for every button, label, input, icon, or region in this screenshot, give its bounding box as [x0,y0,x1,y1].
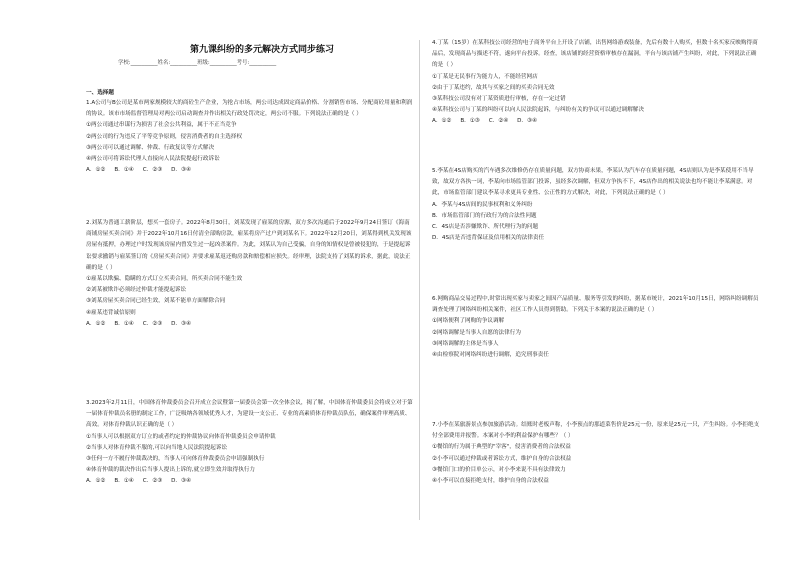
question-7 [432,420,760,487]
question-stem: 7.小李在某旅游景点参加旅游活动。结账时老板声称，小李预点的那道菜售价是25元一份，原来是25元一只，产生纠纷。小李拒绝支付全部费用并报警。本案对小李的利益保护有哪些？（ ） [432,422,760,440]
question-stem: 2.刘某为普通工薪阶层，想买一套房子。2022年8月30日，刘某发现了雇某的房源，双方多次沟通后于2022年9月24日签订《海南商铺房屋买卖合同》并于2022年10月16日付清全部购房款，雇某将房产过户到刘某名下。2022年12月20日，刘某得到机关发现该房屋有抵押，办理过户时发现该房屋内曾发生过一起凶杀案件。为此，刘某认为自己受骗，自身的知情权是曾被侵犯的，于是提起诉讼要求撤销与雇某签订的《房屋买卖合同》并要求雇某返还购房款和赔偿相应损失。经审理，法院支持了刘某的诉求，据此，说法正确的是（ ） [86,220,412,271]
option-3: ③网络调解的主体是当事人 [432,340,499,347]
option-4: ④某科技公司与丁某的纠纷可以向人民法院起诉，与纠纷有关的争议可以通过调解解决 [432,107,644,114]
option-1: ①两公司通过串谋行为损害了社会公共利益，属于不正当竞争 [86,122,237,129]
question-stem: 4.丁某（15岁）在某科技公司经营的电子商务平台上开设了店铺，出售网络游戏装备，先后有数十人购买，但数十名买家反映购得商品后，发现商品与描述不符，遂向平台投诉。经查，该店铺的经营资格审核存在漏洞，平台与该店铺产生纠纷，对此，下列说法正确的是（ ） [432,40,758,69]
option-1: ①餐馆的行为属于典型的"宰客"，侵害消费者的合法权益 [432,444,571,451]
question-stem: 6.网购商品交易过程中,时常出现买家与卖家之间因产品质量、服务等引发的纠纷，据某市统计，2021年10月15日，网络纠纷调解员调查处理了网络纠纷相关案件，社区工作人员得到帮助。下列关于本案的说法正确的是（ ） [432,296,759,314]
question-stem: 1.A公司与B公司是某市两家规模较大的商砼生产企业，为抢占市场，两公司达成固定商品价格、分割销售市场、分配商砼用量和利润的协议。该市市场监督管理局对两公司启动调查并作出相关行政处罚决定，两公司不服。下列说法正确的是（ ） [86,100,413,118]
question-1 [86,98,414,176]
section-heading: 一、选择题 [86,90,114,96]
answer-choices: A．①② B．①④ C．②③ D．③④ [86,167,192,174]
option-3: ③任何一方不履行仲裁裁决的，当事人可向体育仲裁委员会申请强制执行 [86,456,265,463]
option-2: ②刘某被欺诈必须经过仲裁才能提起诉讼 [86,287,187,294]
option-4: ④两公司可将诉讼代理人直接向人民法院提起行政诉讼 [86,156,220,163]
question-stem: 3.2023年2月11日，中国体育仲裁委员会召开成立会议暨第一届委员会第一次全体会议，揭了解，中国体育仲裁委员会将成立对于第一届体育仲裁员名册的制定工作，广泛吸纳各领域优秀人才，为建设一支公正、专业的高素质体育仲裁员队伍，确保案件审理高质、高效。对体育仲裁认识正确的是（ ） [86,400,413,429]
question-4 [432,38,760,128]
option-1: ①当事人可以根据双方订立的或者约定的仲裁协议向体育仲裁委员会申请仲裁 [86,433,276,440]
answer-choices: A．①② B．①③ C．②④ D．③④ [432,118,538,125]
question-2 [86,218,414,330]
option-c: C．4S店是否涉嫌欺诈、所代理行为的问题 [432,224,539,231]
option-4: ④由检察院对网络纠纷进行调解，追究刑事责任 [432,352,549,359]
option-2: ②小李可以通过仲裁或者诉讼方式，维护自身的合法权益 [432,455,572,462]
option-4: ④小李可以直接拒绝支付，维护自身的合法权益 [432,478,549,485]
page-title: 第九课纠纷的多元解决方式同步练习 [189,45,334,55]
option-2: ②网络调解是当事人自愿的法律行为 [432,329,521,336]
option-3: ③刘某房屋买卖合同已经生效，刘某不能单方面解除合同 [86,298,226,305]
option-3: ③餐馆门口的价目单公示，对小李来说不具有法律效力 [432,466,566,473]
option-4: ④体育仲裁的裁决作出后当事人提出上诉的,就立即生效并取得执行力 [86,467,256,474]
question-stem: 5.李某在4S店购买的汽车遇多次维修仍存在质量问题，双方协商未果，李某认为汽车存在质量问题，4S店则认为是李某使用不当导致，故双方各执一词，李某向市场监管部门投诉，虽经多次调解，但双方争执不下，4S店作出的相关说法也均不能让李某满意。对此，市场监管部门建议李某寻求更具专业性、公正性的方式解决，对此，下列说法正确的是（ ） [432,168,754,197]
question-3 [86,398,414,488]
option-2: ②当事人对体育仲裁不服的,可以向当地人民法院提起诉讼 [86,444,228,451]
option-1: ①网络便利了网购的争议调解 [432,318,505,325]
student-info-line: 学校:__________姓名:__________班级:__________考号:__________ [118,60,277,66]
answer-choices: A．①② B．①④ C．②③ D．③④ [86,320,192,327]
question-5 [432,166,760,244]
option-2: ②两公司的行为违反了平等竞争原则，侵害消费者的自主选择权 [86,133,243,140]
option-b: B．市场监管部门的行政行为的合法性问题 [432,212,537,219]
option-2: ②由于丁某违约，故其与买家之间的买卖合同无效 [432,84,555,91]
option-1: ①雇某以欺骗、隐瞒的方式订立买卖合同，所买卖合同不能生效 [86,276,243,283]
option-d: D．4S店是否违背保证及信用相关的法律责任 [432,235,545,242]
answer-choices: A．①② B．①④ C．②③ D．③④ [86,478,192,485]
option-a: A．李某与4S店间的民事权利和义务纠纷 [432,201,533,208]
column-divider [419,40,420,520]
question-6 [432,294,760,361]
option-4: ④雇某违背诚信原则 [86,309,136,316]
option-1: ①丁某是无民事行为能力人，不能经营网店 [432,73,538,80]
option-3: ③两公司可以通过调解、仲裁、行政复议等方式解决 [86,144,215,151]
option-3: ③某科技公司没有对丁某资质进行审核，存在一定过错 [432,96,566,103]
